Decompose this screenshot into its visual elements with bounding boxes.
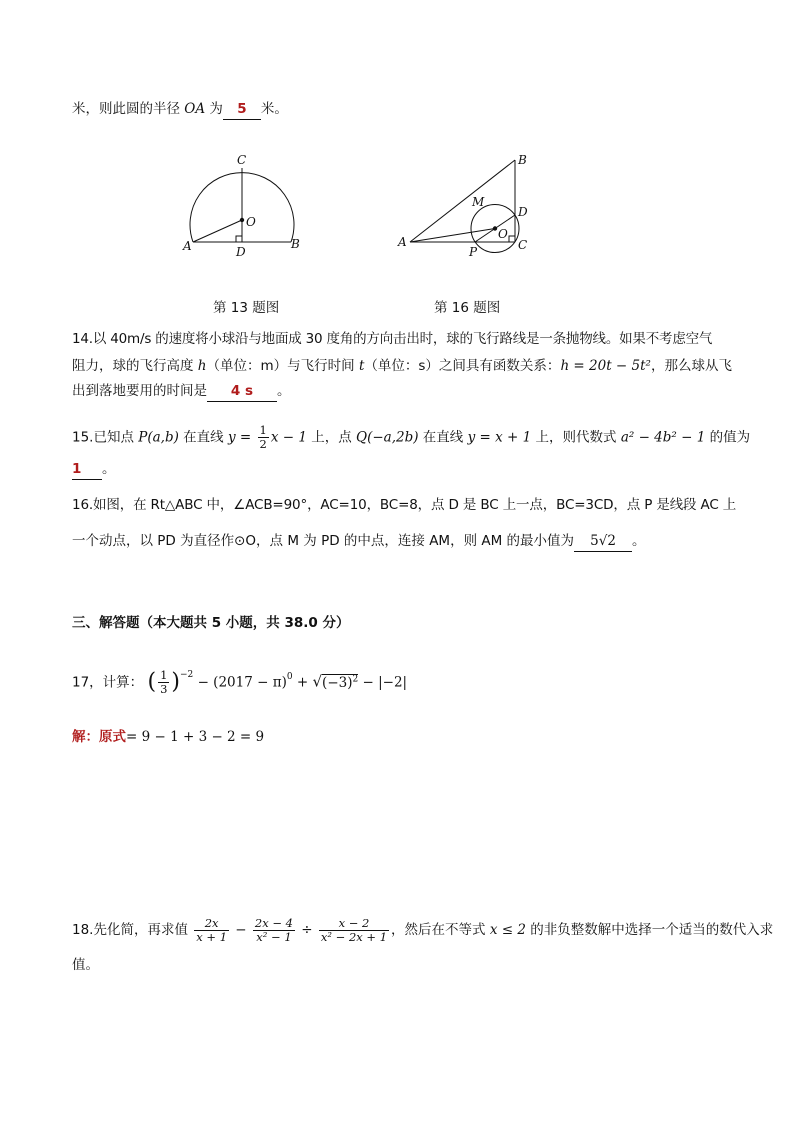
fig16-label-P: P: [469, 245, 478, 259]
q14-answer: 4 s: [230, 383, 254, 399]
q16-answer: 5√2: [574, 531, 632, 552]
fig16-label-D: D: [518, 205, 528, 219]
fig16-label-O: O: [498, 227, 508, 241]
q15-answer: 1: [72, 461, 82, 477]
q15-point-Q: Q(−a,2b): [356, 429, 419, 446]
fig16-label-A: A: [398, 235, 407, 249]
fig16-label-C: C: [518, 238, 528, 252]
q18-line-2: 值。: [72, 957, 99, 973]
fig13-label-O: O: [246, 215, 256, 229]
q15-line-2: 1 。: [72, 459, 116, 480]
q18-inequality: x ≤ 2: [489, 922, 526, 938]
fig13-label-D: D: [236, 245, 246, 259]
fig13-label-B: B: [291, 237, 300, 251]
figure-13-caption: 第 13 题图: [213, 300, 280, 316]
q13-after: 米。: [260, 101, 288, 117]
q15-expression: a² − 4b² − 1: [620, 429, 706, 446]
q17-fraction: $\frac{1}{3}$: [160, 668, 168, 696]
fig16-label-B: B: [518, 153, 527, 167]
q15-line-1: 15.已知点 P(a,b) 在直线 y = $\frac{1}{2}$ x − 1 上，点 Q(−a,2b) 在直线 y = x + 1 上，则代数式 a² − 4b² − 1 的值为: [72, 423, 751, 451]
q14-line-3: 出到落地要用的时间是 4 s 。: [72, 381, 291, 402]
q14-var-h: h: [197, 358, 207, 374]
q14-line-2: 阻力，球的飞行高度 h（单位：m）与飞行时间 t（单位：s）之间具有函数关系：h = 20t − 5t²，那么球从飞: [72, 358, 732, 374]
q15-point-P: P(a,b): [138, 429, 179, 446]
fig13-label-C: C: [237, 153, 247, 167]
q13-var: OA: [184, 101, 206, 117]
q14-var-t: t: [358, 358, 365, 374]
fig13-label-A: A: [183, 239, 192, 253]
q17-line: 17，计算： ( $\frac{1}{3}$ )$^{-2} - (2017 - \pi)^0 + √(-3)^2 - |-2|$: [72, 668, 408, 696]
q15-fraction: $\frac{1}{2}$: [259, 423, 267, 451]
figure-13: [175, 150, 315, 260]
q16-line-2: 一个动点，以 PD 为直径作⊙O，点 M 为 PD 的中点，连接 AM，则 AM 的最小值为 5√2 。: [72, 531, 646, 552]
q13-answer: 5: [237, 101, 247, 117]
q17-solution: [72, 727, 264, 747]
solution-label: 解：原式: [72, 729, 126, 745]
figure-16-caption: 第 16 题图: [434, 300, 501, 316]
q14-formula: h = 20t − 5t²: [560, 358, 651, 374]
section-3-heading: 三、解答题（本大题共 5 小题，共 38.0 分）: [72, 615, 350, 631]
fig16-label-M: M: [472, 195, 485, 209]
q16-line-1: 16.如图，在 Rt△ABC 中，∠ACB=90°，AC=10，BC=8，点 D 是 BC 上一点，BC=3CD，点 P 是线段 AC 上: [72, 497, 737, 513]
q13-mid: 为: [205, 101, 223, 117]
q18-line-1: 18.先化简，再求值 $\frac{2x}{x + 1}$ − $\frac{2x - 4}{\text{x² − 1}}$ ÷ $\frac{x - 2}{\text{x² − 2x + 1}}$ ，然后在不等式 x ≤ 2 的非负整数解中选择一个适当的数代入求: [72, 915, 774, 944]
solution-body: = 9 − 1 + 3 − 2 = 9: [126, 729, 265, 745]
q13-tail: [72, 99, 288, 120]
q13-text: 米，则此圆的半径: [72, 101, 185, 117]
q14-line-1: 14.以 40m/s 的速度将小球沿与地面成 30 度角的方向击出时，球的飞行路线是一条抛物线。如果不考虑空气: [72, 331, 713, 347]
figure-16: [395, 150, 540, 260]
